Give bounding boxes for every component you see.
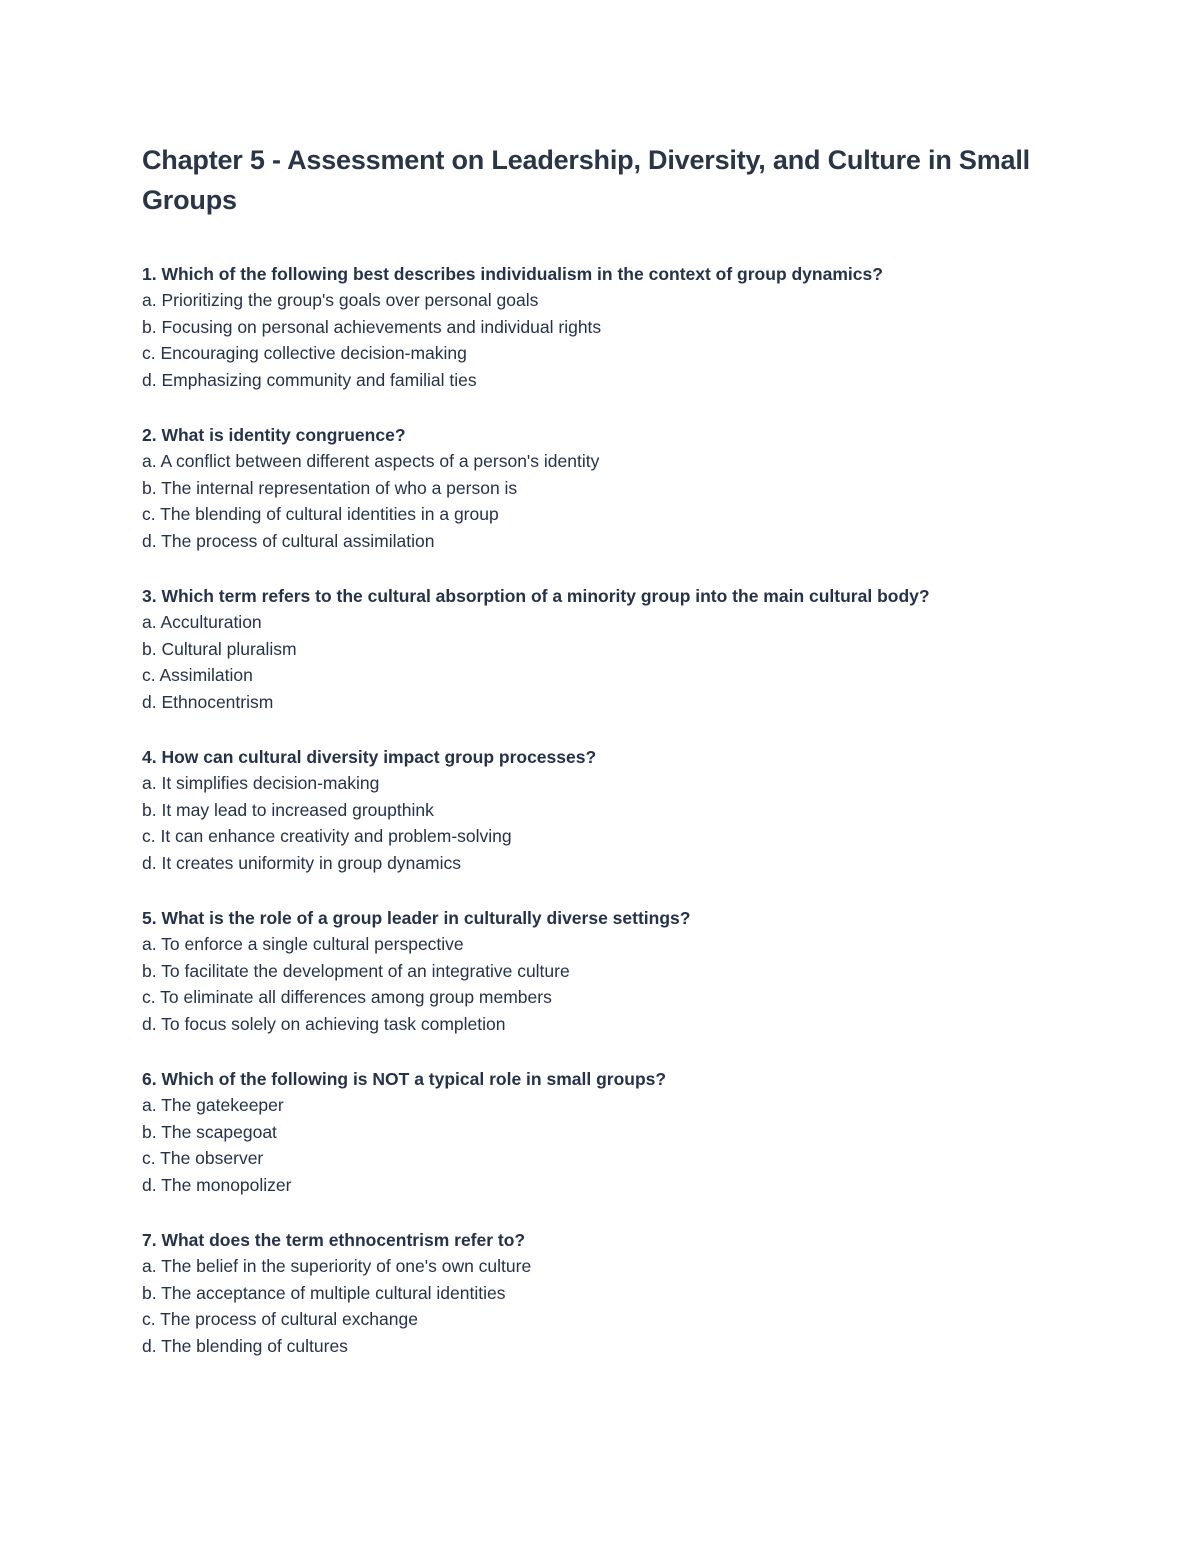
answer-option-a: a. To enforce a single cultural perspective [142, 934, 464, 954]
answer-option-c: c. The blending of cultural identities in a group [142, 504, 499, 524]
question-text: 4. How can cultural diversity impact group processes? [142, 747, 597, 767]
answer-option-a: a. The gatekeeper [142, 1095, 284, 1115]
question-text: 2. What is identity congruence? [142, 425, 406, 445]
question-1 [142, 261, 1042, 393]
question-text: 5. What is the role of a group leader in culturally diverse settings? [142, 908, 691, 928]
question-7 [142, 1227, 1042, 1359]
question-3 [142, 583, 1042, 715]
answer-option-b: b. The acceptance of multiple cultural identities [142, 1282, 506, 1303]
answer-option-d: d. The monopolizer [142, 1174, 292, 1195]
answer-option-a: a. A conflict between different aspects of a person's identity [142, 451, 600, 471]
answer-option-a: a. Acculturation [142, 612, 262, 632]
answer-option-c: c. To eliminate all differences among group members [142, 987, 552, 1007]
question-2 [142, 422, 1042, 554]
answer-option-d: d. The blending of cultures [142, 1335, 348, 1356]
answer-option-b: b. Cultural pluralism [142, 638, 297, 659]
answer-option-c: c. Encouraging collective decision-making [142, 343, 467, 363]
answer-option-a: a. It simplifies decision-making [142, 773, 380, 793]
question-5 [142, 905, 1042, 1037]
answer-option-c: c. Assimilation [142, 665, 253, 685]
question-6 [142, 1066, 1042, 1198]
answer-option-d: d. Ethnocentrism [142, 691, 274, 712]
answer-option-d: d. The process of cultural assimilation [142, 530, 435, 551]
question-text: 3. Which term refers to the cultural absorption of a minority group into the main cultural body? [142, 586, 930, 606]
answer-option-b: b. The scapegoat [142, 1121, 277, 1142]
answer-option-b: b. It may lead to increased groupthink [142, 799, 434, 820]
answer-option-c: c. It can enhance creativity and problem-solving [142, 826, 512, 846]
answer-option-d: d. To focus solely on achieving task completion [142, 1013, 506, 1034]
answer-option-b: b. To facilitate the development of an integrative culture [142, 960, 570, 981]
question-text: 6. Which of the following is NOT a typical role in small groups? [142, 1069, 667, 1089]
document-title: Chapter 5 - Assessment on Leadership, Diversity, and Culture in Small Groups [142, 145, 1030, 215]
question-text: 1. Which of the following best describes individualism in the context of group dynamics? [142, 264, 883, 284]
answer-option-a: a. Prioritizing the group's goals over personal goals [142, 290, 539, 310]
answer-option-a: a. The belief in the superiority of one's own culture [142, 1256, 532, 1276]
answer-option-d: d. Emphasizing community and familial ties [142, 369, 477, 390]
question-4 [142, 744, 1042, 876]
answer-option-b: b. Focusing on personal achievements and individual rights [142, 316, 602, 337]
answer-option-c: c. The process of cultural exchange [142, 1309, 418, 1329]
document-page [142, 140, 1042, 1388]
answer-option-b: b. The internal representation of who a person is [142, 477, 518, 498]
answer-option-c: c. The observer [142, 1148, 264, 1168]
answer-option-d: d. It creates uniformity in group dynamics [142, 852, 462, 873]
question-text: 7. What does the term ethnocentrism refer to? [142, 1230, 526, 1250]
